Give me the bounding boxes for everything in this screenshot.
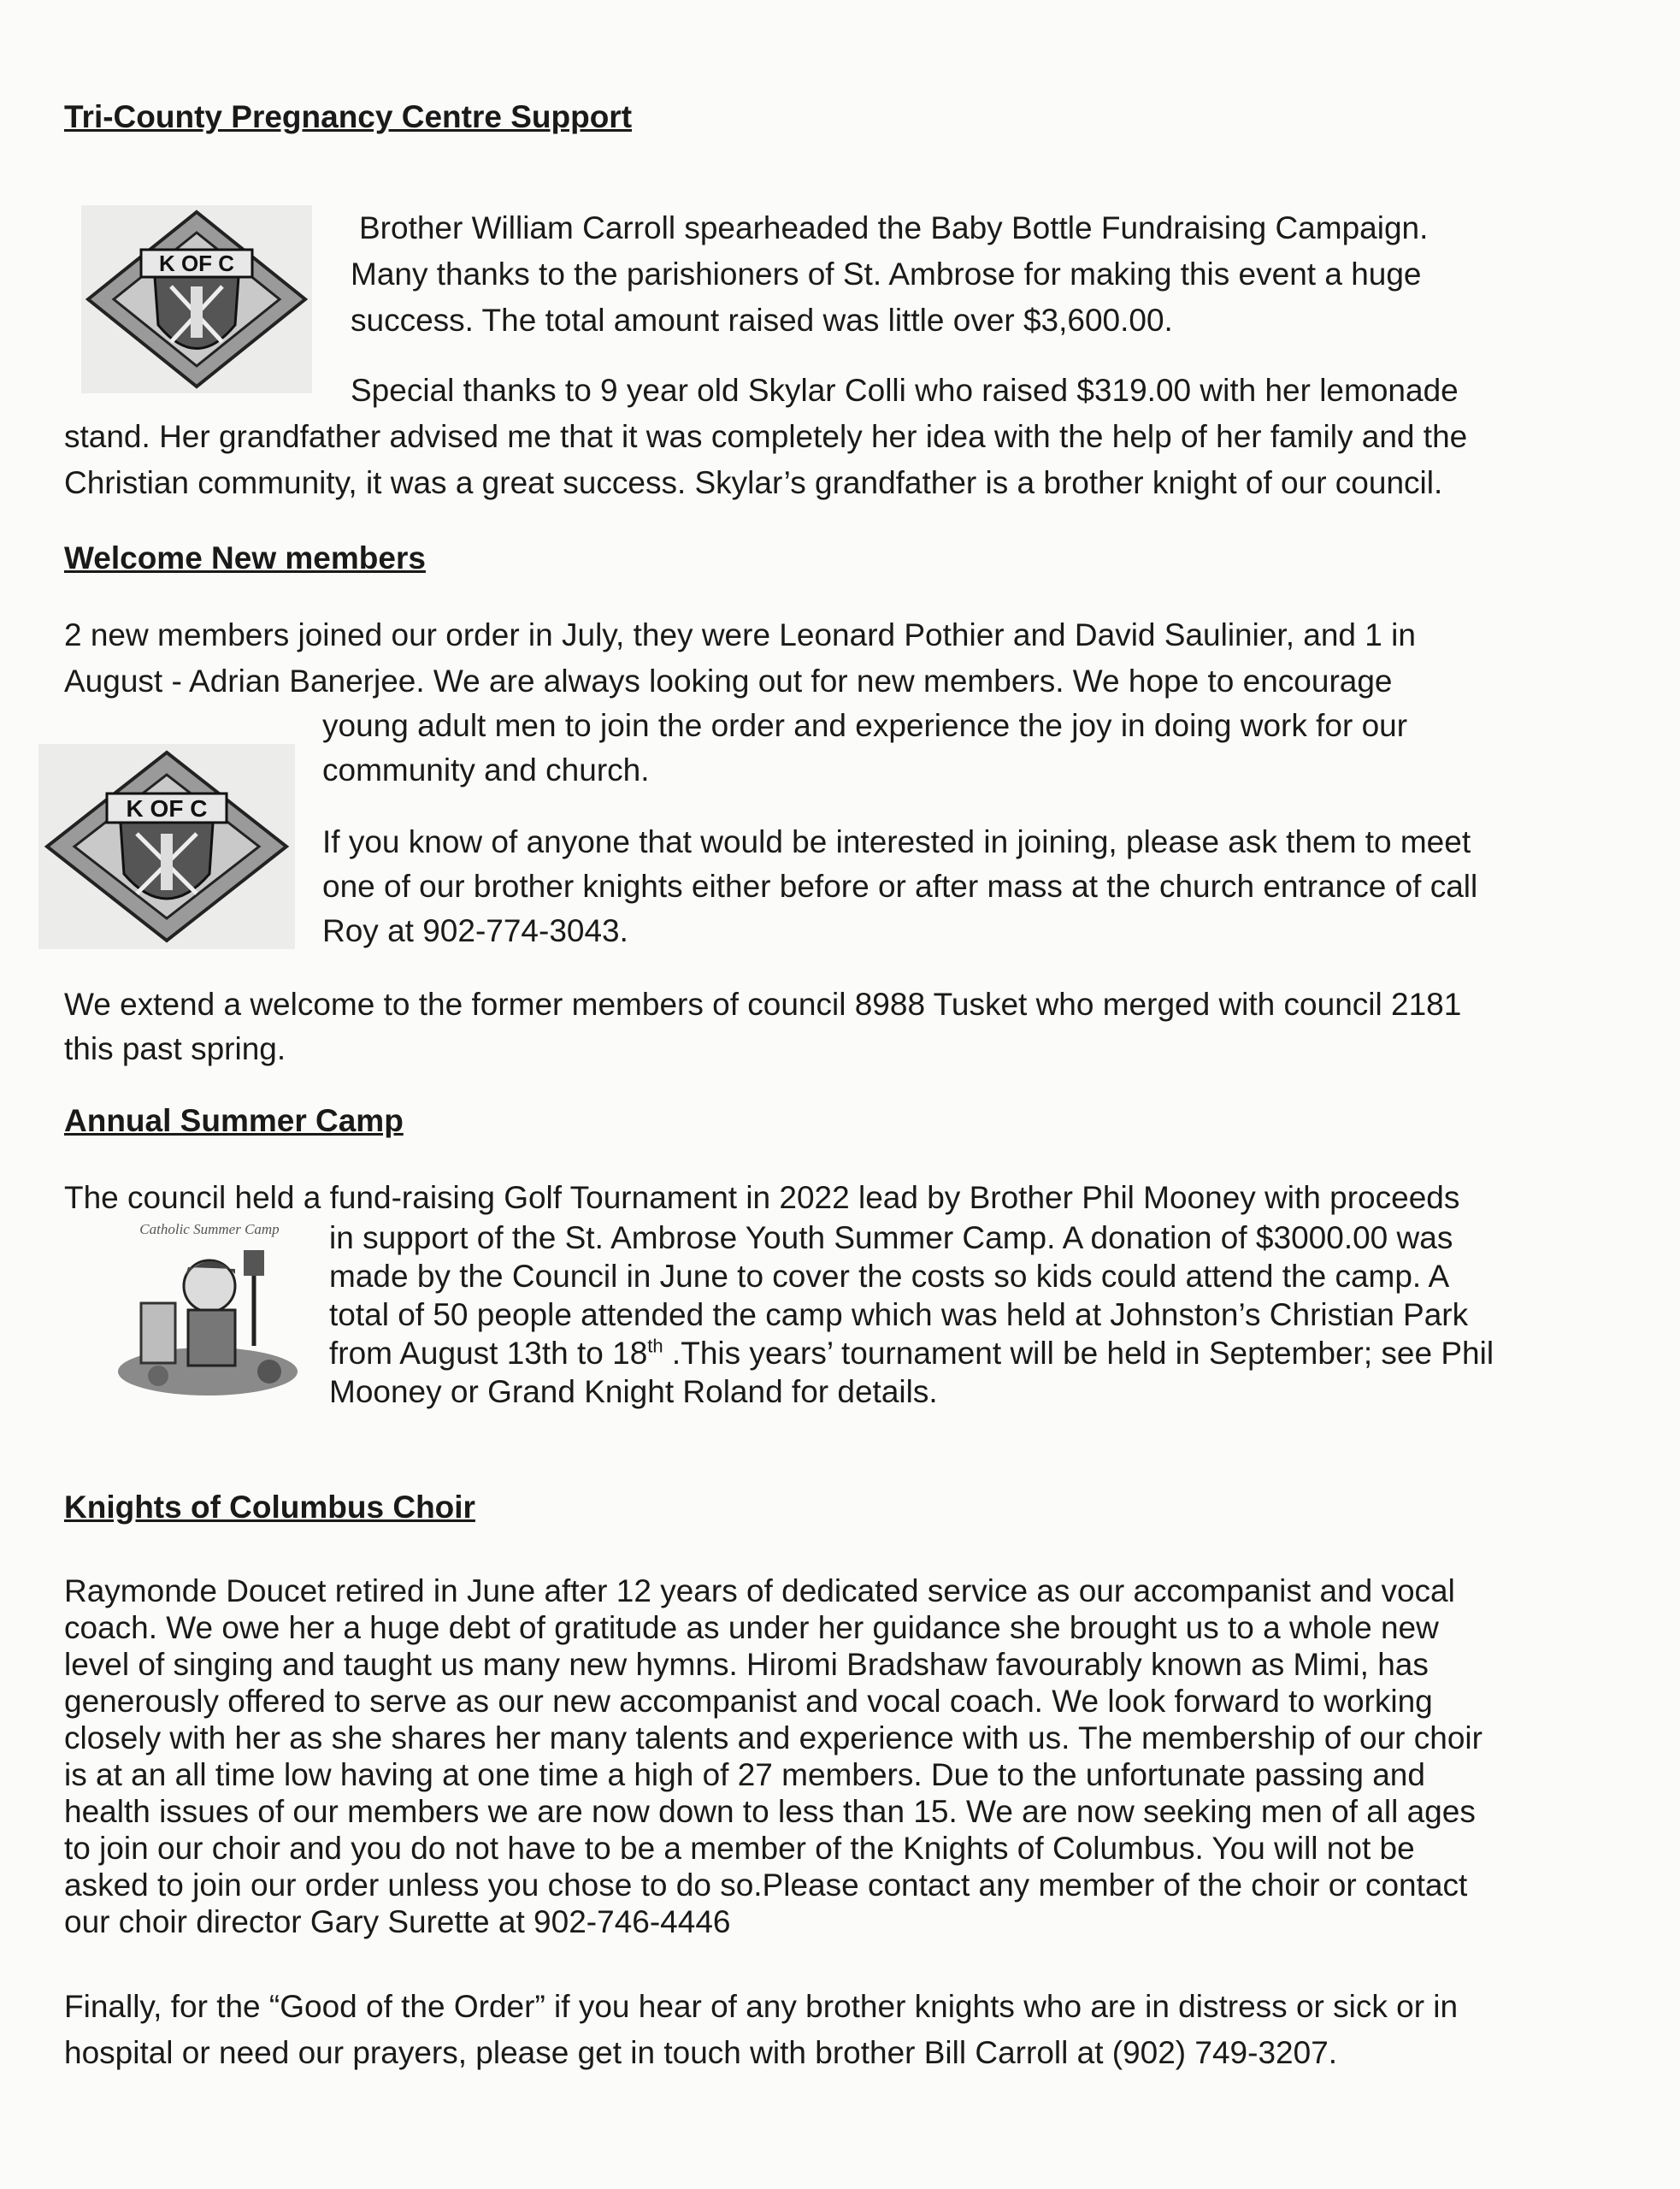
text-line: community and church. <box>322 752 650 788</box>
superscript: th <box>647 1335 663 1357</box>
text-line: closely with her as she shares her many talents and experience with us. The membership of our choir <box>64 1720 1483 1755</box>
logo-text: K OF C <box>126 795 208 822</box>
text-span: .This years’ tournament will be held in September; see Phil <box>663 1336 1494 1371</box>
text-line: Many thanks to the parishioners of St. Ambrose for making this event a huge <box>351 257 1422 292</box>
text-line: Brother William Carroll spearheaded the Baby Bottle Fundraising Campaign. <box>359 210 1429 245</box>
heading-annual-summer-camp: Annual Summer Camp <box>64 1103 404 1138</box>
text-line <box>329 1334 1494 1372</box>
text-line: stand. Her grandfather advised me that it was completely her idea with the help of her family and the <box>64 419 1468 454</box>
text-span: from August 13th to 18 <box>329 1336 648 1371</box>
text-line: level of singing and taught us many new hymns. Hiromi Bradshaw favourably known as Mimi, has <box>64 1647 1429 1682</box>
text-line: coach. We owe her a huge debt of gratitude as under her guidance she brought us to a whole new <box>64 1610 1439 1645</box>
text-line: hospital or need our prayers, please get in touch with brother Bill Carroll at (902) 749-3207. <box>64 2035 1338 2070</box>
text-line: The council held a fund-raising Golf Tournament in 2022 lead by Brother Phil Mooney with proceeds <box>64 1180 1460 1215</box>
text-line: to join our choir and you do not have to be a member of the Knights of Columbus. You will not be <box>64 1831 1415 1866</box>
kofc-emblem-icon <box>81 205 312 393</box>
text-line: Finally, for the “Good of the Order” if you hear of any brother knights who are in distress or sick or in <box>64 1989 1459 2024</box>
heading-welcome-new-members: Welcome New members <box>64 540 426 575</box>
text-line: in support of the St. Ambrose Youth Summer Camp. A donation of $3000.00 was <box>329 1220 1453 1255</box>
text-line: one of our brother knights either before or after mass at the church entrance of call <box>322 869 1478 904</box>
text-line: August - Adrian Banerjee. We are always looking out for new members. We hope to encourage <box>64 664 1393 699</box>
text-line: made by the Council in June to cover the costs so kids could attend the camp. A <box>329 1259 1450 1294</box>
text-line: generously offered to serve as our new accompanist and vocal coach. We look forward to working <box>64 1684 1433 1719</box>
text-line: If you know of anyone that would be interested in joining, please ask them to meet <box>322 824 1471 859</box>
kofc-emblem-icon <box>38 744 295 949</box>
heading-pregnancy-support: Tri-County Pregnancy Centre Support <box>64 99 633 134</box>
text-line: Roy at 902-774-3043. <box>322 913 628 948</box>
text-line: We extend a welcome to the former members of council 8988 Tusket who merged with council 2181 <box>64 987 1462 1022</box>
logo-text: K OF C <box>158 251 235 276</box>
text-line: Mooney or Grand Knight Roland for details. <box>329 1374 938 1409</box>
text-line: health issues of our members we are now down to less than 15. We are now seeking men of all ages <box>64 1794 1476 1829</box>
text-line: asked to join our order unless you chose to do so.Please contact any member of the choir or contact <box>64 1867 1468 1903</box>
text-line: our choir director Gary Surette at 902-746-4446 <box>64 1904 731 1939</box>
summer-camp-image <box>103 1221 316 1401</box>
text-line: Special thanks to 9 year old Skylar Colli who raised $319.00 with her lemonade <box>351 373 1459 408</box>
camper-cartoon-icon <box>107 1243 312 1399</box>
text-line: success. The total amount raised was little over $3,600.00. <box>351 303 1173 338</box>
camp-image-caption: Catholic Summer Camp <box>139 1221 280 1237</box>
text-line: total of 50 people attended the camp which was held at Johnston’s Christian Park <box>329 1297 1469 1332</box>
text-line: is at an all time low having at one time a high of 27 members. Due to the unfortunate passing and <box>64 1757 1425 1792</box>
text-line: young adult men to join the order and experience the joy in doing work for our <box>322 708 1408 743</box>
text-line: 2 new members joined our order in July, they were Leonard Pothier and David Saulinier, and 1 in <box>64 617 1416 652</box>
text-line: Christian community, it was a great success. Skylar’s grandfather is a brother knight of our council. <box>64 465 1443 500</box>
heading-knights-choir: Knights of Columbus Choir <box>64 1490 475 1525</box>
text-line: this past spring. <box>64 1031 286 1066</box>
text-line: Raymonde Doucet retired in June after 12 years of dedicated service as our accompanist and vocal <box>64 1573 1455 1608</box>
